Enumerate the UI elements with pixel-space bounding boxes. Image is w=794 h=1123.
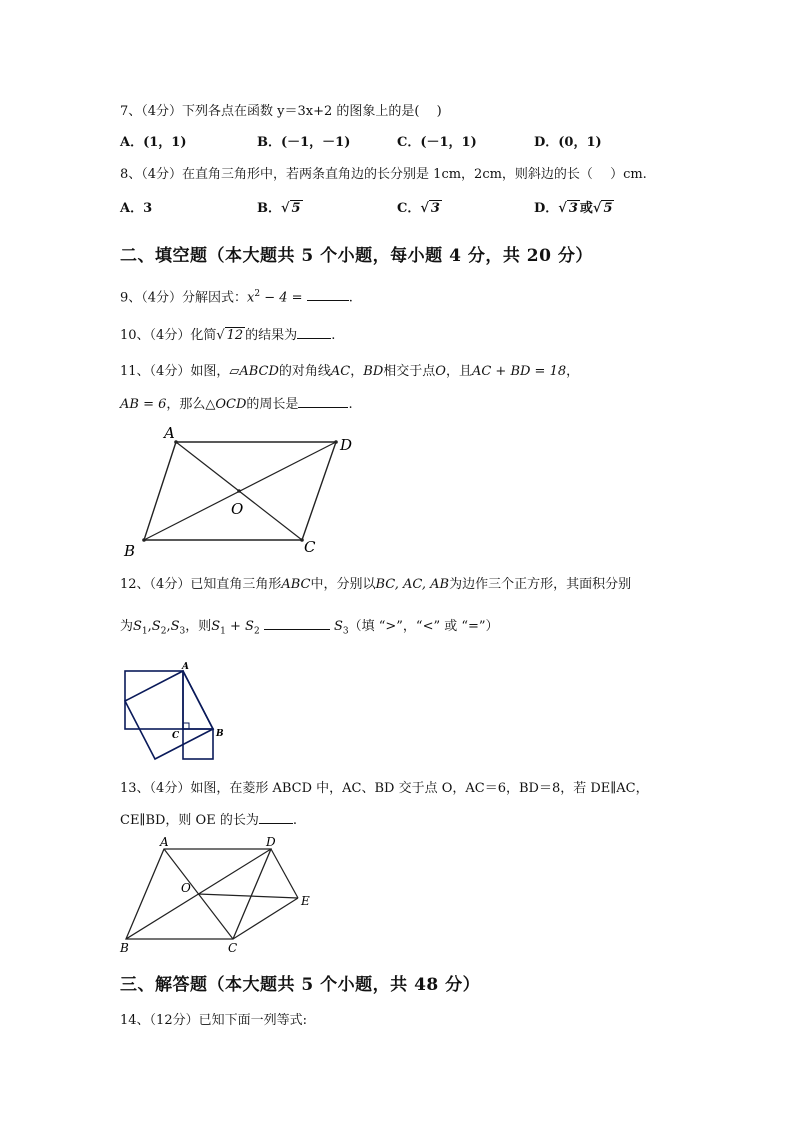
q13-label-c: C	[228, 941, 238, 955]
q11-label-c: C	[304, 538, 316, 556]
q13-segment-de	[271, 849, 298, 898]
q7-stem: 7、（4分）下列各点在函数 y＝3x+2 的图象上的是( )	[120, 104, 442, 119]
q9-expr-exponent: 2	[254, 289, 261, 299]
q13-label-a: A	[160, 836, 169, 849]
q13-rhombus-figure	[116, 836, 326, 958]
q12-line-2: 为$S_1,S_2,S_3$，则$S_1 + S_2$ $S_3$（填 “>”，“<” 或 “=”）	[120, 616, 499, 642]
q8-option-d-sqrt-1: √ 3	[558, 201, 578, 216]
q12-right-angle-mark	[183, 723, 189, 729]
q12-s2-letter: S	[151, 619, 161, 634]
q8-option-d-radicand-1: 3	[568, 201, 578, 216]
q12-s2-letter-b: S	[245, 619, 254, 634]
q13-label-o: O	[181, 881, 191, 895]
q11-text-f: ，	[566, 364, 580, 379]
q10-end: .	[331, 328, 336, 343]
q11-point-d-dot	[334, 440, 338, 444]
q11-text-a: 11、（4分）如图，	[120, 364, 230, 379]
q8-option-c	[397, 199, 442, 219]
q12-text-a: 12、（4分）已知直角三角形	[120, 577, 282, 592]
q12-text-b: 中，分别以	[310, 577, 376, 592]
q11-text-g: ，那么	[166, 397, 206, 412]
q8-option-b-radicand: 5	[291, 201, 301, 216]
q7-option-c: C．(－1，1)	[397, 135, 477, 150]
q8-options	[120, 199, 680, 219]
q11-equation: AC + BD = 18	[471, 364, 567, 379]
q12-triangle-abc: ABC	[281, 577, 311, 592]
q9-expr-rest: − 4 =	[260, 290, 307, 306]
q12-square-bc	[183, 729, 213, 759]
q8-option-c-prefix: C．	[397, 201, 421, 216]
q9-end: .	[348, 290, 353, 306]
q8-option-c-sqrt: √ 3	[420, 201, 440, 216]
q13-answer-blank[interactable]	[259, 810, 293, 824]
q13-segment-ce	[233, 898, 298, 939]
q9-line	[120, 284, 353, 308]
q9-prefix: 9、（4分）分解因式：	[120, 290, 248, 306]
q8-option-d-or: 或	[579, 201, 593, 216]
q8-option-b-prefix: B．	[257, 201, 281, 216]
q12-text-f: （填 “>”，“<” 或 “=”）	[348, 619, 499, 634]
q8-option-d-sqrt-2: √ 5	[592, 201, 613, 216]
q7-option-a: A．(1，1)	[120, 135, 187, 150]
q11-point-b-dot	[142, 538, 146, 542]
q13-end: .	[292, 813, 297, 828]
section-2-heading: 二、填空题（本大题共 5 个小题，每小题 4 分，共 20 分）	[120, 246, 593, 266]
q8-stem: 8、（4分）在直角三角形中，若两条直角边的长分别是 1cm，2cm，则斜边的长（ ）cm.	[120, 167, 647, 182]
q12-s1-letter-b: S	[211, 619, 221, 634]
q9-answer-blank[interactable]	[307, 287, 349, 301]
q12-text-c: 为边作三个正方形，其面积分别	[449, 577, 632, 592]
q12-square-ab	[125, 671, 213, 759]
q11-text-e: ，且	[445, 364, 472, 379]
q12-text-d: 为	[120, 619, 134, 634]
q12-text-e: ，则	[185, 619, 212, 634]
q13-label-d: D	[266, 836, 276, 849]
q8-option-d-prefix: D．	[534, 201, 559, 216]
q10-answer-blank[interactable]	[297, 325, 331, 339]
q11-label-a: A	[164, 424, 175, 442]
q9-expr-base: x	[247, 290, 255, 306]
q11-bd: BD	[363, 364, 384, 379]
q13-label-e: E	[301, 894, 310, 908]
q11-parallelogram: ▱ABCD	[229, 364, 279, 379]
q11-text-d: 相交于点	[383, 364, 436, 379]
q11-end: .	[348, 397, 353, 412]
q7-option-d: D．(0，1)	[534, 135, 602, 150]
q10-suffix: 的结果为	[245, 328, 298, 343]
q8-option-d	[534, 199, 614, 219]
q11-triangle: △OCD	[205, 397, 247, 412]
q11-ab-eq: AB = 6	[120, 397, 167, 412]
q12-square-ac	[125, 671, 183, 729]
q10-prefix: 10、（4分）化简	[120, 328, 217, 343]
section-3-heading: 三、解答题（本大题共 5 个小题，共 48 分）	[120, 975, 481, 995]
q8-option-d-radicand-2: 5	[603, 201, 613, 216]
q11-point-o: O	[435, 364, 446, 379]
q12-sides: BC, AC, AB	[375, 577, 450, 592]
q11-line-2	[120, 394, 353, 415]
q12-s3-letter-b: S	[333, 619, 343, 634]
q11-point-o-dot	[237, 489, 241, 493]
q13-line-2	[120, 810, 297, 831]
q10-line	[120, 325, 335, 346]
q11-label-d: D	[340, 436, 353, 454]
q11-line-1	[120, 362, 579, 382]
q12-label-c: C	[172, 731, 180, 741]
q11-parallelogram-figure	[118, 422, 364, 560]
q8-option-a: A．3	[120, 201, 153, 216]
q12-s1-letter: S	[133, 619, 142, 634]
q14-stem: 14、（12分）已知下面一列等式:	[120, 1013, 307, 1028]
q12-label-b: B	[216, 729, 224, 739]
q8-option-b	[257, 199, 303, 219]
q12-squares-figure	[120, 660, 230, 764]
q10-sqrt: √ 12	[216, 328, 244, 343]
q7-options	[120, 133, 680, 153]
q12-answer-blank[interactable]	[264, 616, 330, 630]
q11-label-b: B	[124, 542, 136, 560]
q12-line-1	[120, 575, 631, 595]
q7-option-b: B．(－1，－1)	[257, 135, 351, 150]
q11-text-c: ，	[350, 364, 364, 379]
q11-text-b: 的对角线	[278, 364, 331, 379]
q8-option-c-radicand: 3	[430, 201, 440, 216]
q12-s3-letter: S	[170, 619, 180, 634]
q11-text-h: 的周长是	[246, 397, 299, 412]
q12-label-a: A	[182, 662, 189, 672]
q11-ac: AC	[330, 364, 351, 379]
q10-radicand: 12	[226, 328, 244, 343]
q13-label-b: B	[120, 941, 129, 955]
q11-answer-blank[interactable]	[298, 394, 348, 408]
q13-text-a: CE∥BD，则 OE 的长为	[120, 813, 259, 828]
q13-line-1: 13、（4分）如图，在菱形 ABCD 中，AC、BD 交于点 O，AC＝6，BD＝8，若 DE∥AC，	[120, 781, 649, 796]
q8-option-b-sqrt: √ 5	[281, 201, 301, 216]
q11-label-o: O	[231, 500, 244, 518]
q13-segment-oe	[198, 894, 298, 898]
